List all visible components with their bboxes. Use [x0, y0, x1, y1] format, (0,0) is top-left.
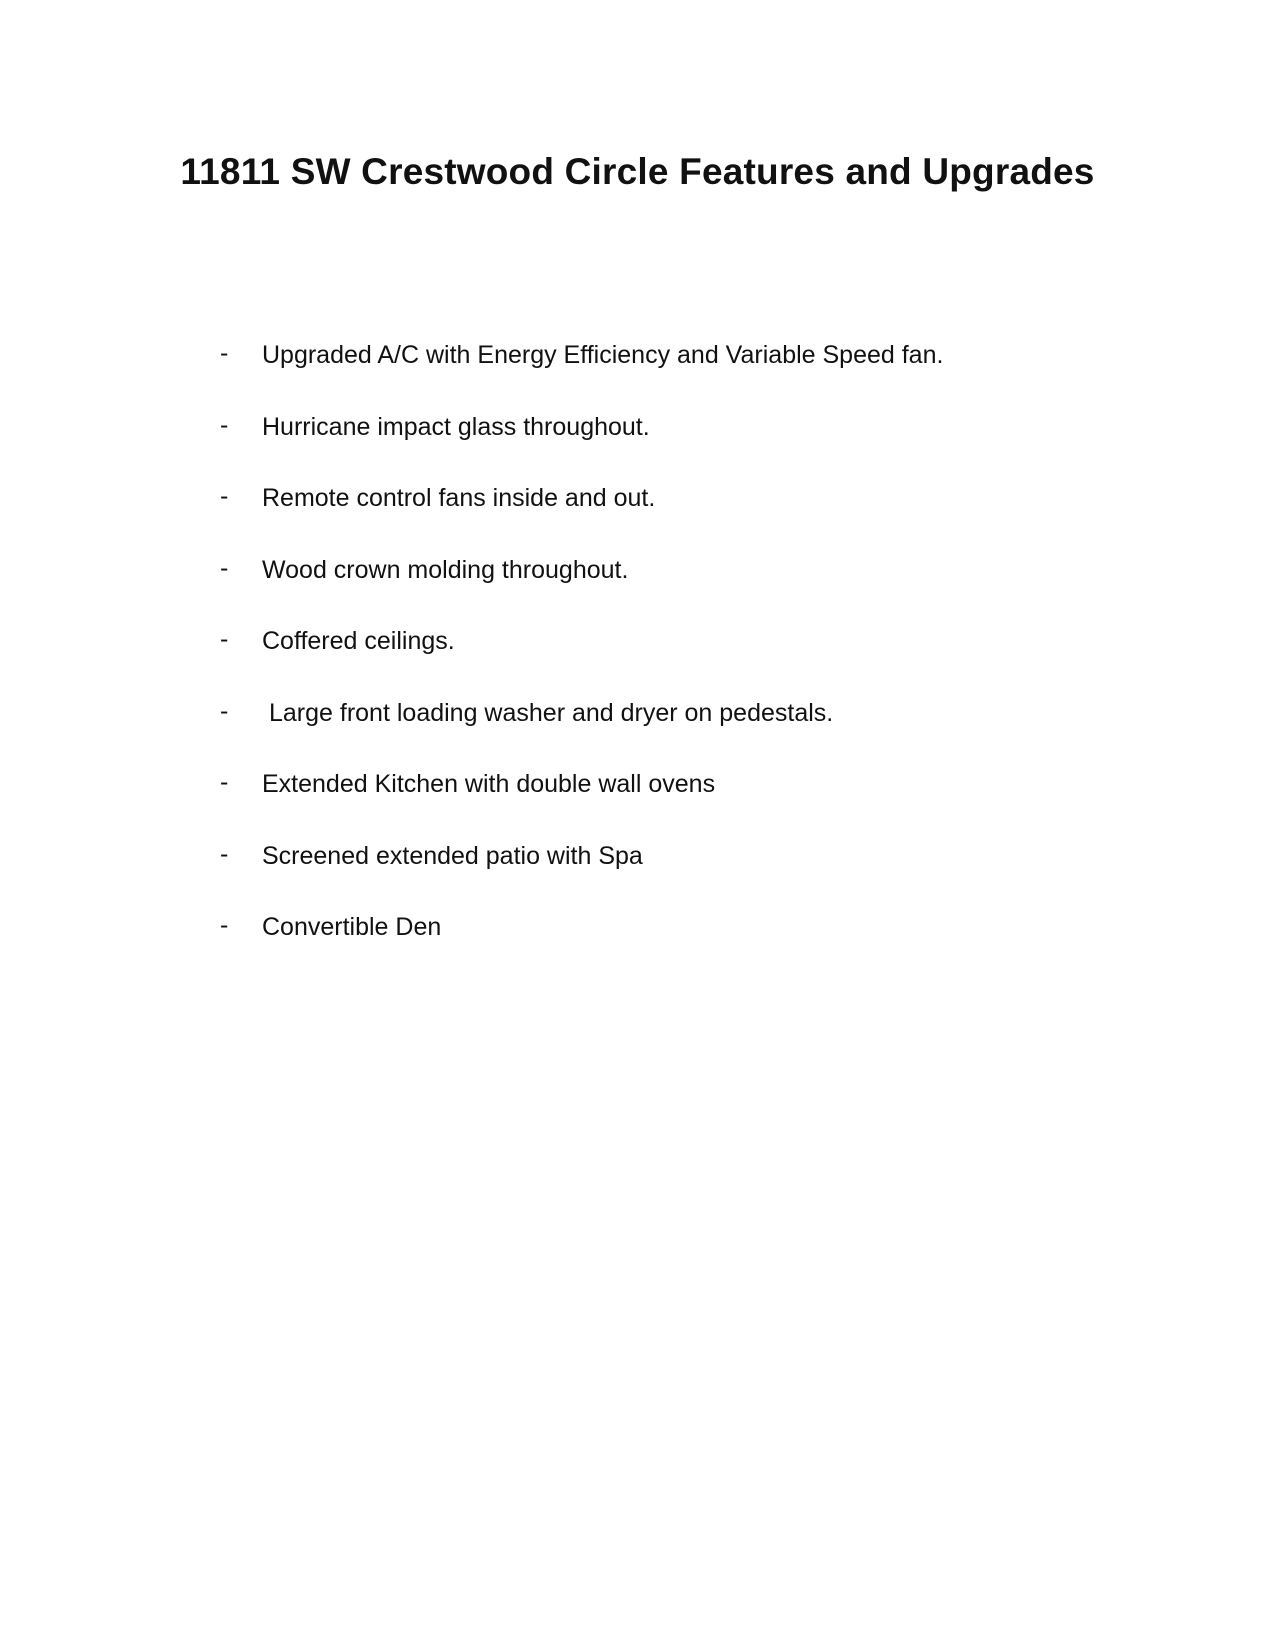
- bullet-dash: -: [220, 482, 229, 510]
- list-item: [220, 483, 1120, 555]
- list-item: [220, 626, 1120, 698]
- feature-text: Upgraded A/C with Energy Efficiency and Variable Speed fan.: [262, 341, 944, 369]
- bullet-dash: -: [220, 625, 229, 653]
- bullet-dash: -: [220, 768, 229, 796]
- feature-text: Screened extended patio with Spa: [262, 841, 643, 870]
- page-title: 11811 SW Crestwood Circle Features and Upgrades: [180, 151, 1095, 192]
- bullet-dash: -: [220, 839, 229, 868]
- list-item: [220, 412, 1120, 484]
- list-item: [220, 698, 1120, 770]
- bullet-dash: -: [220, 553, 229, 582]
- list-item: [220, 555, 1120, 627]
- feature-text: Hurricane impact glass throughout.: [262, 412, 650, 441]
- bullet-dash: -: [220, 696, 229, 725]
- feature-text: Large front loading washer and dryer on pedestals.: [269, 698, 834, 727]
- feature-text: Coffered ceilings.: [262, 627, 455, 655]
- list-item: [220, 841, 1120, 913]
- feature-text: Extended Kitchen with double wall ovens: [262, 770, 716, 798]
- feature-text: Remote control fans inside and out.: [262, 484, 656, 512]
- bullet-dash: -: [220, 339, 229, 367]
- list-item: [220, 912, 1120, 984]
- feature-text: Convertible Den: [262, 913, 442, 941]
- bullet-dash: -: [220, 911, 229, 939]
- feature-list: [220, 340, 1120, 984]
- bullet-dash: -: [220, 410, 229, 439]
- feature-text: Wood crown molding throughout.: [262, 555, 629, 584]
- list-item: [220, 340, 1120, 412]
- list-item: [220, 769, 1120, 841]
